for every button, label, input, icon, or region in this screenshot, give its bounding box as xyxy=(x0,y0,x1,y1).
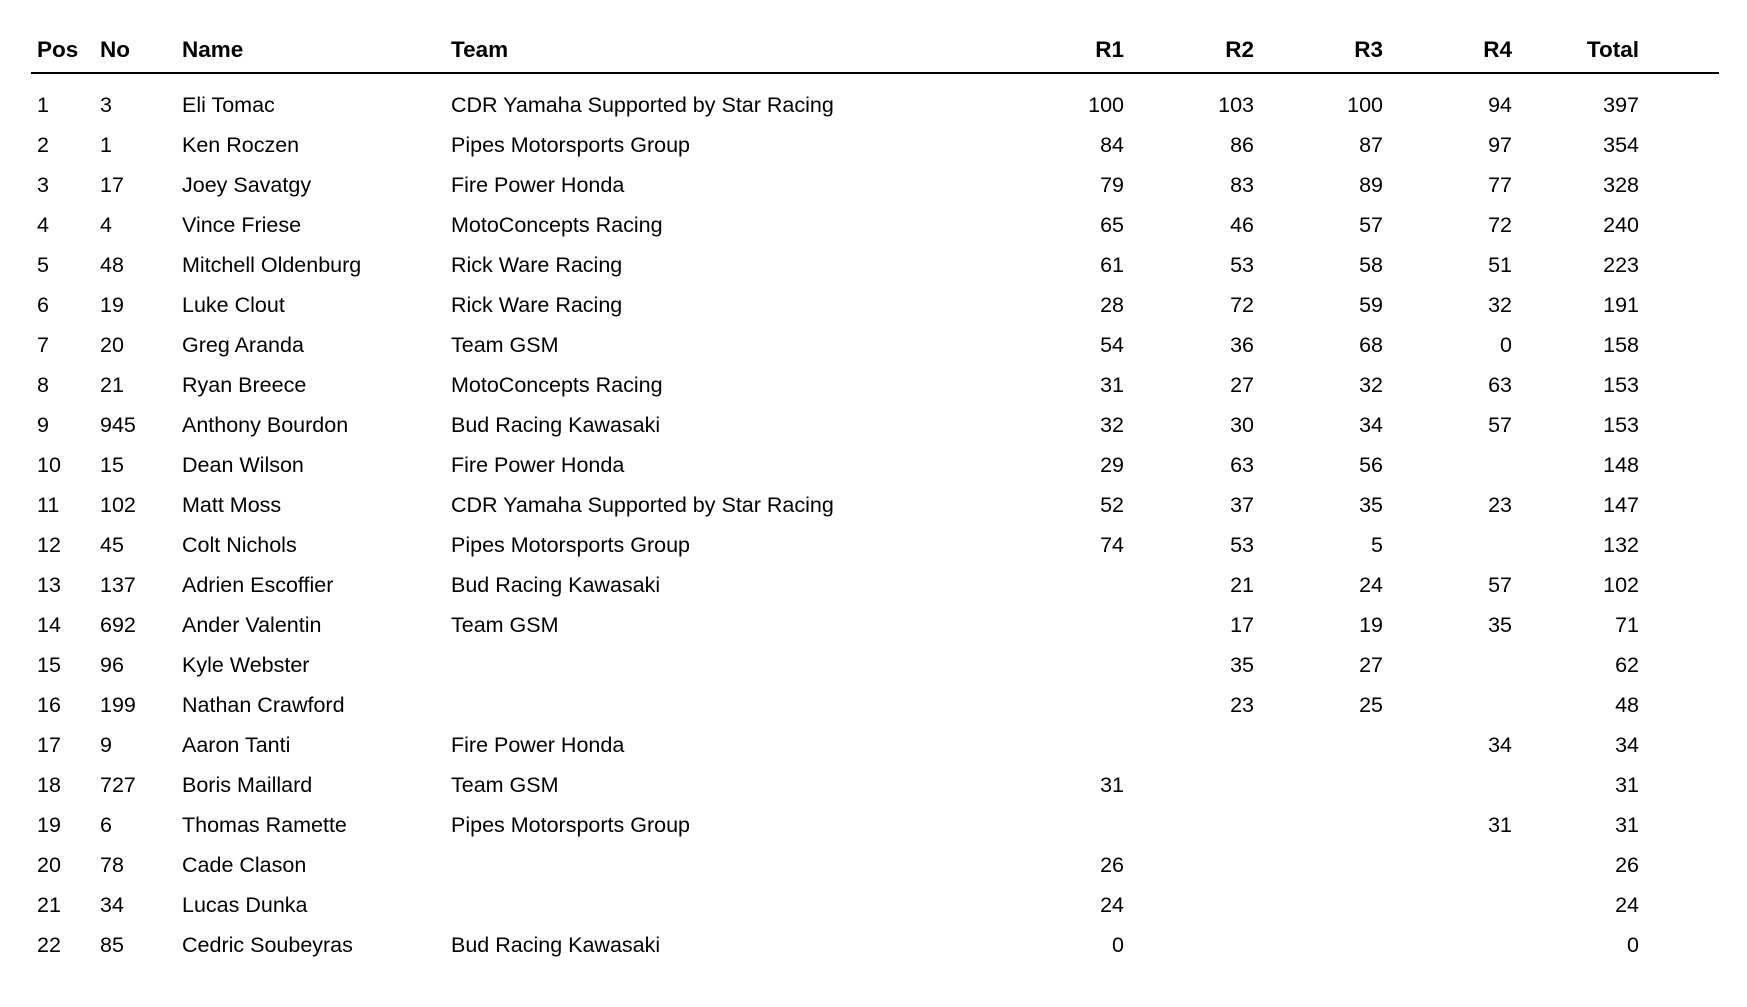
cell-r3: 27 xyxy=(1359,653,1383,677)
cell-pos: 2 xyxy=(37,133,49,157)
cell-total: 0 xyxy=(1627,933,1639,957)
cell-r4: 32 xyxy=(1488,293,1512,317)
cell-r3: 59 xyxy=(1359,293,1383,317)
cell-pos: 6 xyxy=(37,293,49,317)
cell-r2: 53 xyxy=(1230,253,1254,277)
cell-r1: 24 xyxy=(1100,893,1124,917)
cell-team: Rick Ware Racing xyxy=(451,293,623,317)
cell-pos: 22 xyxy=(37,933,61,957)
cell-total: 24 xyxy=(1615,893,1639,917)
cell-total: 102 xyxy=(1603,573,1639,597)
table-row xyxy=(31,85,1719,125)
cell-r3: 19 xyxy=(1359,613,1383,637)
cell-pos: 1 xyxy=(37,93,49,117)
cell-r3: 58 xyxy=(1359,253,1383,277)
cell-r3: 57 xyxy=(1359,213,1383,237)
cell-r4: 35 xyxy=(1488,613,1512,637)
cell-pos: 15 xyxy=(37,653,61,677)
table-body xyxy=(31,74,1719,965)
table-row xyxy=(31,325,1719,365)
cell-r2: 72 xyxy=(1230,293,1254,317)
cell-no: 85 xyxy=(100,933,124,957)
cell-r1: 29 xyxy=(1100,453,1124,477)
cell-no: 17 xyxy=(100,173,124,197)
cell-name: Ander Valentin xyxy=(182,613,322,637)
cell-r4: 51 xyxy=(1488,253,1512,277)
table-row xyxy=(31,645,1719,685)
table-row xyxy=(31,805,1719,845)
cell-r2: 83 xyxy=(1230,173,1254,197)
header-pos: Pos xyxy=(37,37,79,62)
cell-r1: 26 xyxy=(1100,853,1124,877)
standings-table xyxy=(31,24,1719,965)
cell-team: Bud Racing Kawasaki xyxy=(451,573,661,597)
cell-r2: 17 xyxy=(1230,613,1254,637)
cell-r1: 74 xyxy=(1100,533,1124,557)
table-row xyxy=(31,685,1719,725)
cell-r2: 27 xyxy=(1230,373,1254,397)
cell-r4: 31 xyxy=(1488,813,1512,837)
cell-name: Luke Clout xyxy=(182,293,285,317)
cell-no: 727 xyxy=(100,773,136,797)
cell-r3: 34 xyxy=(1359,413,1383,437)
table-row xyxy=(31,765,1719,805)
cell-name: Colt Nichols xyxy=(182,533,297,557)
cell-r3: 32 xyxy=(1359,373,1383,397)
cell-r1: 54 xyxy=(1100,333,1124,357)
cell-pos: 8 xyxy=(37,373,49,397)
cell-pos: 17 xyxy=(37,733,61,757)
cell-name: Joey Savatgy xyxy=(182,173,312,197)
cell-total: 397 xyxy=(1603,93,1639,117)
cell-r3: 35 xyxy=(1359,493,1383,517)
table-row xyxy=(31,525,1719,565)
cell-pos: 12 xyxy=(37,533,61,557)
cell-r1: 28 xyxy=(1100,293,1124,317)
cell-total: 26 xyxy=(1615,853,1639,877)
cell-name: Thomas Ramette xyxy=(182,813,347,837)
cell-r4: 57 xyxy=(1488,413,1512,437)
cell-total: 223 xyxy=(1603,253,1639,277)
cell-r4: 77 xyxy=(1488,173,1512,197)
cell-no: 34 xyxy=(100,893,124,917)
cell-team: Bud Racing Kawasaki xyxy=(451,933,661,957)
cell-team: Pipes Motorsports Group xyxy=(451,133,690,157)
table-row xyxy=(31,885,1719,925)
cell-r2: 63 xyxy=(1230,453,1254,477)
cell-pos: 4 xyxy=(37,213,49,237)
cell-no: 9 xyxy=(100,733,112,757)
cell-r2: 30 xyxy=(1230,413,1254,437)
cell-no: 4 xyxy=(100,213,112,237)
cell-name: Cedric Soubeyras xyxy=(182,933,353,957)
cell-total: 62 xyxy=(1615,653,1639,677)
table-row xyxy=(31,205,1719,245)
cell-pos: 20 xyxy=(37,853,61,877)
cell-no: 78 xyxy=(100,853,124,877)
cell-r1: 100 xyxy=(1088,93,1124,117)
cell-pos: 9 xyxy=(37,413,49,437)
cell-no: 19 xyxy=(100,293,124,317)
cell-name: Cade Clason xyxy=(182,853,307,877)
cell-name: Aaron Tanti xyxy=(182,733,291,757)
table-row xyxy=(31,725,1719,765)
cell-r3: 5 xyxy=(1371,533,1383,557)
cell-r3: 100 xyxy=(1347,93,1383,117)
cell-r4: 34 xyxy=(1488,733,1512,757)
cell-team: Fire Power Honda xyxy=(451,733,625,757)
cell-r2: 21 xyxy=(1230,573,1254,597)
cell-no: 137 xyxy=(100,573,136,597)
cell-r2: 86 xyxy=(1230,133,1254,157)
cell-pos: 11 xyxy=(37,493,60,517)
table-row xyxy=(31,125,1719,165)
cell-no: 199 xyxy=(100,693,136,717)
cell-team: Pipes Motorsports Group xyxy=(451,533,690,557)
cell-name: Anthony Bourdon xyxy=(182,413,349,437)
cell-name: Adrien Escoffier xyxy=(182,573,334,597)
cell-name: Mitchell Oldenburg xyxy=(182,253,362,277)
cell-team: Bud Racing Kawasaki xyxy=(451,413,661,437)
cell-no: 692 xyxy=(100,613,136,637)
cell-pos: 7 xyxy=(37,333,49,357)
header-no: No xyxy=(100,37,130,62)
cell-pos: 19 xyxy=(37,813,61,837)
cell-pos: 21 xyxy=(37,893,61,917)
cell-total: 71 xyxy=(1615,613,1639,637)
cell-team: MotoConcepts Racing xyxy=(451,213,663,237)
header-r4: R4 xyxy=(1483,37,1512,62)
cell-r2: 103 xyxy=(1218,93,1254,117)
cell-pos: 3 xyxy=(37,173,49,197)
cell-r3: 89 xyxy=(1359,173,1383,197)
cell-r3: 56 xyxy=(1359,453,1383,477)
cell-total: 147 xyxy=(1603,493,1639,517)
cell-r2: 46 xyxy=(1230,213,1254,237)
cell-r2: 53 xyxy=(1230,533,1254,557)
cell-team: Team GSM xyxy=(451,333,559,357)
cell-no: 48 xyxy=(100,253,124,277)
cell-total: 153 xyxy=(1603,373,1639,397)
cell-total: 191 xyxy=(1603,293,1639,317)
cell-total: 34 xyxy=(1615,733,1639,757)
header-name: Name xyxy=(182,37,244,62)
cell-pos: 18 xyxy=(37,773,61,797)
cell-r1: 31 xyxy=(1100,373,1124,397)
header-team: Team xyxy=(451,37,509,62)
cell-r4: 63 xyxy=(1488,373,1512,397)
cell-r4: 72 xyxy=(1488,213,1512,237)
cell-r1: 84 xyxy=(1100,133,1124,157)
cell-team: Rick Ware Racing xyxy=(451,253,623,277)
cell-no: 102 xyxy=(100,493,136,517)
cell-no: 1 xyxy=(100,133,112,157)
cell-team: Team GSM xyxy=(451,773,559,797)
cell-team: CDR Yamaha Supported by Star Racing xyxy=(451,493,834,517)
table-row xyxy=(31,245,1719,285)
cell-r1: 65 xyxy=(1100,213,1124,237)
cell-name: Lucas Dunka xyxy=(182,893,308,917)
cell-r3: 87 xyxy=(1359,133,1383,157)
cell-team: CDR Yamaha Supported by Star Racing xyxy=(451,93,834,117)
cell-team: Team GSM xyxy=(451,613,559,637)
cell-name: Matt Moss xyxy=(182,493,282,517)
cell-r1: 0 xyxy=(1112,933,1124,957)
table-row xyxy=(31,605,1719,645)
cell-team: MotoConcepts Racing xyxy=(451,373,663,397)
table-row xyxy=(31,165,1719,205)
cell-no: 96 xyxy=(100,653,124,677)
cell-r4: 97 xyxy=(1488,133,1512,157)
header-r1: R1 xyxy=(1095,37,1124,62)
cell-pos: 5 xyxy=(37,253,49,277)
cell-r2: 23 xyxy=(1230,693,1254,717)
table-row xyxy=(31,405,1719,445)
cell-r4: 94 xyxy=(1488,93,1512,117)
cell-no: 945 xyxy=(100,413,136,437)
cell-r2: 37 xyxy=(1230,493,1254,517)
cell-team: Pipes Motorsports Group xyxy=(451,813,690,837)
header-r2: R2 xyxy=(1225,37,1254,62)
cell-total: 328 xyxy=(1603,173,1639,197)
cell-name: Nathan Crawford xyxy=(182,693,345,717)
cell-pos: 16 xyxy=(37,693,61,717)
cell-no: 15 xyxy=(100,453,124,477)
cell-no: 20 xyxy=(100,333,124,357)
table-row xyxy=(31,285,1719,325)
table-row xyxy=(31,485,1719,525)
cell-no: 45 xyxy=(100,533,124,557)
cell-pos: 13 xyxy=(37,573,61,597)
cell-r4: 23 xyxy=(1488,493,1512,517)
cell-r1: 32 xyxy=(1100,413,1124,437)
cell-pos: 10 xyxy=(37,453,61,477)
cell-name: Kyle Webster xyxy=(182,653,310,677)
cell-no: 3 xyxy=(100,93,112,117)
cell-total: 354 xyxy=(1603,133,1639,157)
cell-r2: 36 xyxy=(1230,333,1254,357)
cell-name: Greg Aranda xyxy=(182,333,304,357)
cell-total: 132 xyxy=(1603,533,1639,557)
cell-name: Boris Maillard xyxy=(182,773,313,797)
cell-name: Ken Roczen xyxy=(182,133,300,157)
cell-no: 6 xyxy=(100,813,112,837)
cell-name: Eli Tomac xyxy=(182,93,275,117)
cell-r3: 25 xyxy=(1359,693,1383,717)
table-header xyxy=(31,24,1719,74)
cell-r4: 0 xyxy=(1500,333,1512,357)
cell-team: Fire Power Honda xyxy=(451,173,625,197)
cell-total: 148 xyxy=(1603,453,1639,477)
table-row xyxy=(31,925,1719,965)
cell-total: 31 xyxy=(1615,813,1639,837)
header-total: Total xyxy=(1586,37,1639,62)
cell-name: Vince Friese xyxy=(182,213,302,237)
cell-name: Ryan Breece xyxy=(182,373,307,397)
cell-r1: 31 xyxy=(1100,773,1124,797)
cell-r1: 52 xyxy=(1100,493,1124,517)
cell-pos: 14 xyxy=(37,613,61,637)
cell-total: 31 xyxy=(1615,773,1639,797)
cell-r4: 57 xyxy=(1488,573,1512,597)
cell-r3: 68 xyxy=(1359,333,1383,357)
table-row xyxy=(31,445,1719,485)
cell-name: Dean Wilson xyxy=(182,453,304,477)
cell-r3: 24 xyxy=(1359,573,1383,597)
cell-total: 240 xyxy=(1603,213,1639,237)
cell-total: 158 xyxy=(1603,333,1639,357)
table-row xyxy=(31,845,1719,885)
table-row xyxy=(31,365,1719,405)
cell-r1: 79 xyxy=(1100,173,1124,197)
cell-total: 48 xyxy=(1615,693,1639,717)
cell-no: 21 xyxy=(100,373,124,397)
header-r3: R3 xyxy=(1354,37,1383,62)
cell-r2: 35 xyxy=(1230,653,1254,677)
cell-team: Fire Power Honda xyxy=(451,453,625,477)
cell-r1: 61 xyxy=(1100,253,1124,277)
cell-total: 153 xyxy=(1603,413,1639,437)
table-row xyxy=(31,565,1719,605)
